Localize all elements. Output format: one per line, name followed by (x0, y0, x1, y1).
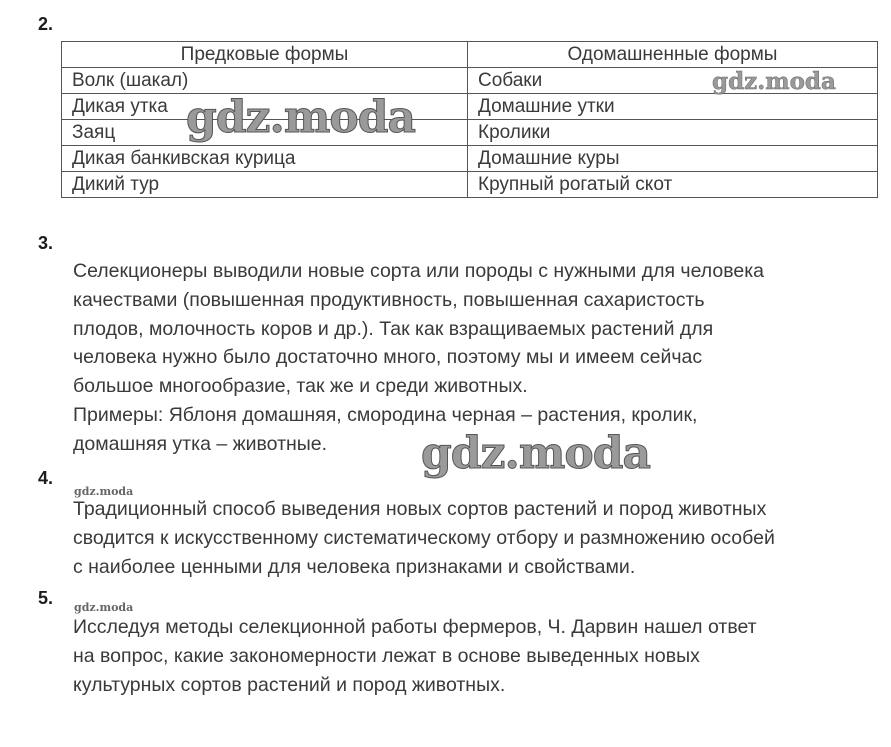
table-row (62, 94, 878, 120)
section-3-number: 3. (38, 233, 54, 253)
ancestral-cell: Дикая банкивская курица (62, 146, 468, 172)
watermark-logo: gdz.moda (186, 92, 416, 143)
text-line: Исследуя методы селекционной работы фермеров, Ч. Дарвин нашел ответ (73, 616, 757, 638)
text-line: Селекционеры выводили новые сорта или породы с нужными для человека (73, 260, 765, 282)
forms-table (61, 41, 878, 198)
domesticated-cell: Кролики (468, 120, 878, 146)
section-3-text (73, 257, 764, 459)
text-line: культурных сортов растений и пород животных. (73, 673, 506, 696)
section-5-text (73, 613, 757, 699)
domesticated-cell: Собаки (468, 68, 878, 94)
text-line: домашняя утка – животные. (73, 432, 328, 455)
section-4-number: 4. (38, 468, 54, 488)
section-5-number: 5. (38, 588, 54, 608)
watermark-logo: gdz.moda (712, 68, 836, 95)
watermark-logo: gdz.moda (74, 601, 134, 614)
text-line: сводится к искусственному систематическому отбору и размножению особей (73, 526, 775, 549)
text-line: Примеры: Яблоня домашняя, смородина черная – растения, кролик, (73, 403, 698, 426)
header-ancestral-forms: Предковые формы (62, 42, 468, 68)
table-row (62, 120, 878, 146)
text-line: Традиционный способ выведения новых сортов растений и пород животных (73, 498, 767, 520)
table-row (62, 172, 878, 198)
ancestral-cell: Волк (шакал) (62, 68, 468, 94)
section-4-text (73, 495, 775, 581)
table-row (62, 146, 878, 172)
text-line: на вопрос, какие закономерности лежат в основе выведенных новых (73, 644, 700, 667)
ancestral-cell: Дикий тур (62, 172, 468, 198)
table-header-row (62, 42, 878, 68)
watermark-logo: gdz.moda (421, 428, 651, 479)
watermark-logo: gdz.moda (74, 485, 134, 498)
ancestral-cell: Заяц (62, 120, 468, 146)
header-domesticated-forms: Одомашненные формы (468, 42, 878, 68)
domesticated-cell: Домашние утки (468, 94, 878, 120)
text-line: с наиболее ценными для человека признаками и свойствами. (73, 555, 636, 578)
domesticated-cell: Домашние куры (468, 146, 878, 172)
text-line: плодов, молочность коров и др.). Так как взращиваемых растений для (73, 317, 714, 340)
domesticated-cell: Крупный рогатый скот (468, 172, 878, 198)
text-line: большое многообразие, так же и среди животных. (73, 375, 528, 398)
text-line: качествами (повышенная продуктивность, повышенная сахаристость (73, 288, 705, 311)
ancestral-cell: Дикая утка (62, 94, 468, 120)
text-line: человека нужно было достаточно много, поэтому мы и имеем сейчас (73, 346, 703, 369)
section-2-number: 2. (38, 14, 54, 34)
